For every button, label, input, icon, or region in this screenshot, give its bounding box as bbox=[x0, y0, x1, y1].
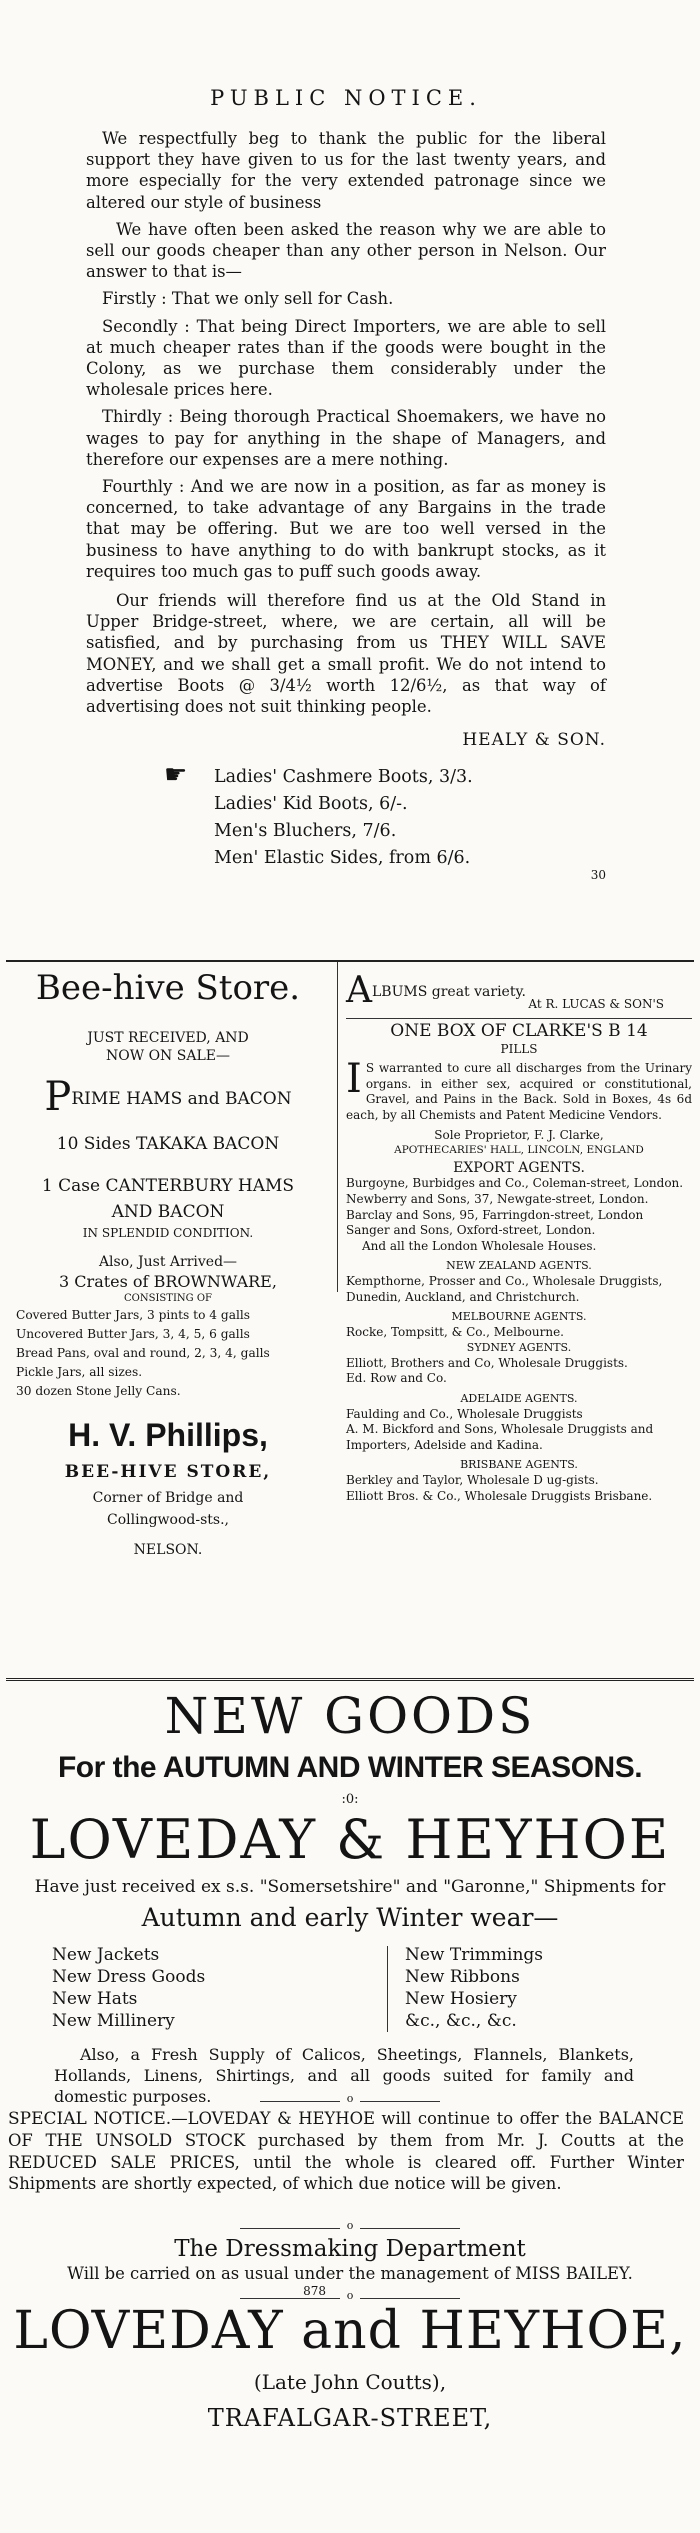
beehive-condition: IN SPLENDID CONDITION. bbox=[82, 1226, 254, 1240]
notice-ref: 30 bbox=[590, 868, 606, 882]
notice-signature: HEALY & SON. bbox=[462, 730, 606, 750]
beehive-canterbury: AND BACON bbox=[111, 1202, 225, 1222]
clarke-hall: APOTHECARIES' HALL, LINCOLN, ENGLAND bbox=[394, 1144, 644, 1157]
special-text: —LOVEDAY & HEYHOE will continue to offer the BALANCE OF THE UNSOLD STOCK purchased by them from Mr. J. Coutts at the REDUCED SALE PRICES, until the whole is cleared off. Further Winter Shipments are shortly expected, of which due notice will be given. bbox=[8, 2109, 685, 2194]
notice-reason: Thirdly : Being thorough Practical Shoemakers, we have no wages to pay for anything in the shape of Managers, and therefore our expenses are a mere nothing. bbox=[86, 407, 606, 469]
loveday-footer bbox=[6, 2300, 694, 2432]
price-item: Men's Bluchers, 7/6. bbox=[214, 821, 397, 841]
column-divider bbox=[337, 962, 338, 1292]
small-ornament: o bbox=[340, 2092, 360, 2105]
albums-vendor: At R. LUCAS & SON'S bbox=[528, 997, 664, 1011]
agent-entry: Newberry and Sons, 37, Newgate-street, London. bbox=[346, 1191, 649, 1206]
agent-entry: Sanger and Sons, Oxford-street, London. bbox=[346, 1223, 596, 1238]
agent-entry: Berkley and Taylor, Wholesale D ug-gists. bbox=[346, 1473, 599, 1488]
albums-ad bbox=[346, 970, 692, 1011]
list-item: &c., &c., &c. bbox=[405, 2011, 517, 2031]
list-item: New Hats bbox=[52, 1989, 138, 2009]
notice-title: PUBLIC NOTICE. bbox=[210, 86, 482, 110]
notice-paragraph: We have often been asked the reason why we are able to sell our goods cheaper than any other person in Nelson. Our answer to that is— bbox=[86, 219, 606, 282]
public-notice bbox=[86, 0, 606, 920]
beehive-owner: H. V. Phillips, bbox=[68, 1417, 268, 1453]
notice-reason: Secondly : That being Direct Importers, we are able to sell at much cheaper rates than if the goods were bought in the Colony, as we purchase them considerably under the wholesale prices here. bbox=[86, 316, 606, 400]
pointing-hand-icon: ☛ bbox=[164, 760, 188, 790]
loveday-received: Have just received ex s.s. "Somersetshire" and "Garonne," Shipments for bbox=[34, 1877, 666, 1897]
agent-entry: Elliott Bros. & Co., Wholesale Druggists Brisbane. bbox=[346, 1488, 653, 1503]
new-items-left bbox=[52, 1944, 205, 2032]
list-item: New Jackets bbox=[52, 1945, 160, 1965]
list-item: New Ribbons bbox=[405, 1967, 520, 1987]
list-item: 30 dozen Stone Jelly Cans. bbox=[16, 1384, 181, 1398]
agent-entry: Ed. Row and Co. bbox=[346, 1371, 447, 1386]
notice-paragraph: Our friends will therefore find us at the Old Stand in Upper Bridge-street, where, we are certain, all will be satisfied, and by purchasing from us THEY WILL SAVE MONEY, and we shall get a small profit. We do not intend to advertise Boots @ 3/4½ worth 12/6½, as that way of advertising does not suit thinking people. bbox=[86, 591, 606, 717]
list-item: New Hosiery bbox=[405, 1989, 517, 2009]
list-item: New Dress Goods bbox=[52, 1967, 206, 1987]
section-heading: ADELAIDE AGENTS. bbox=[460, 1392, 578, 1406]
beehive-town: NELSON. bbox=[133, 1542, 203, 1558]
footer-late: (Late John Coutts), bbox=[253, 2370, 447, 2394]
small-ornament: o bbox=[340, 2289, 360, 2302]
section-heading: NEW ZEALAND AGENTS. bbox=[446, 1259, 592, 1273]
clarke-title: ONE BOX OF CLARKE'S B 14 bbox=[390, 1021, 648, 1041]
divider bbox=[6, 960, 694, 962]
section-heading: EXPORT AGENTS. bbox=[453, 1159, 585, 1176]
beehive-on-sale: NOW ON SALE— bbox=[106, 1048, 230, 1064]
beehive-ref: 878 bbox=[303, 2284, 326, 2298]
beehive-address: Collingwood-sts., bbox=[107, 1512, 229, 1528]
drop-cap: P bbox=[44, 1074, 72, 1120]
agent-entry: A. M. Bickford and Sons, Wholesale Druggists and Importers, Adelside and Kadina. bbox=[346, 1422, 654, 1452]
beehive-crates: 3 Crates of BROWNWARE, bbox=[59, 1272, 277, 1291]
clarke-proprietor: Sole Proprietor, F. J. Clarke, bbox=[434, 1127, 604, 1142]
section-heading: MELBOURNE AGENTS. bbox=[451, 1310, 587, 1324]
beehive-received: JUST RECEIVED, AND bbox=[87, 1030, 249, 1046]
loveday-divider: :0: bbox=[341, 1792, 359, 1807]
drop-cap: I bbox=[346, 1056, 362, 1103]
list-item: Bread Pans, oval and round, 2, 3, 4, galls bbox=[16, 1346, 270, 1360]
beehive-also: Also, Just Arrived— bbox=[98, 1254, 238, 1270]
notice-reason: Firstly : That we only sell for Cash. bbox=[102, 289, 394, 309]
dressmaking-text: Will be carried on as usual under the management of MISS BAILEY. bbox=[67, 2264, 633, 2283]
clarke-body: I S warranted to cure all discharges from the Urinary organs. in either sex, acquired or constitutional, Gravel, and Pains in the Back. Sold in Boxes, 4s 6d each, by all Chemists and Patent Medicine Vendors. bbox=[346, 1056, 692, 1122]
agent-entry: Barclay and Sons, 95, Farringdon-street, London bbox=[346, 1207, 644, 1222]
beehive-consisting: CONSISTING OF bbox=[124, 1293, 212, 1304]
clarke-subtitle: PILLS bbox=[500, 1041, 538, 1056]
loveday-also: Also, a Fresh Supply of Calicos, Sheetings, Flannels, Blankets, Hollands, Linens, Shirtings, and all goods suited for family and domestic purposes. bbox=[54, 2045, 634, 2106]
loveday-name: LOVEDAY & HEYHOE bbox=[29, 1808, 671, 1871]
footer-name: LOVEDAY and HEYHOE, bbox=[13, 2301, 687, 2361]
loveday-headline: NEW GOODS bbox=[164, 1687, 536, 1745]
footer-street: TRAFALGAR-STREET, bbox=[207, 2404, 493, 2432]
column-divider bbox=[387, 1946, 388, 2032]
loveday-ad bbox=[6, 1688, 694, 1932]
drop-cap: A bbox=[346, 970, 372, 1011]
new-items-right bbox=[405, 1944, 543, 2032]
beehive-title: Bee-hive Store. bbox=[35, 968, 301, 1008]
beehive-items bbox=[8, 1306, 328, 1401]
list-item: Uncovered Butter Jars, 3, 4, 5, 6 galls bbox=[16, 1327, 250, 1341]
beehive-store-name: BEE-HIVE STORE, bbox=[64, 1462, 272, 1482]
notice-paragraph: We respectfully beg to thank the public for the liberal support they have given to us for the last twenty years, and more especially for the very extended patronage since we altered our style of business bbox=[86, 129, 606, 212]
dressmaking bbox=[6, 2236, 694, 2283]
divider bbox=[6, 1678, 694, 1681]
list-item: Pickle Jars, all sizes. bbox=[16, 1365, 143, 1379]
price-list bbox=[214, 764, 473, 872]
agent-entry: Kempthorne, Prosser and Co., Wholesale Druggists, Dunedin, Auckland, and Christchurch. bbox=[346, 1273, 663, 1304]
beehive-canterbury: 1 Case CANTERBURY HAMS bbox=[41, 1176, 295, 1196]
list-item: New Trimmings bbox=[405, 1945, 544, 1965]
section-heading: SYDNEY AGENTS. bbox=[466, 1341, 572, 1355]
agent-entry: Burgoyne, Burbidges and Co., Coleman-street, London. bbox=[346, 1176, 684, 1191]
section-heading: BRISBANE AGENTS. bbox=[460, 1458, 578, 1472]
price-item: Ladies' Kid Boots, 6/-. bbox=[214, 794, 408, 814]
agent-entry: Rocke, Tompsitt, & Co., Melbourne. bbox=[346, 1324, 564, 1339]
clarke-ad bbox=[346, 1021, 692, 1504]
price-item: Men' Elastic Sides, from 6/6. bbox=[214, 848, 471, 868]
loveday-season: Autumn and early Winter wear— bbox=[141, 1903, 559, 1932]
special-notice bbox=[8, 2108, 684, 2195]
agent-entry: And all the London Wholesale Houses. bbox=[362, 1238, 597, 1253]
price-item: Ladies' Cashmere Boots, 3/3. bbox=[214, 767, 473, 787]
list-item: Covered Butter Jars, 3 pints to 4 galls bbox=[16, 1308, 251, 1322]
agent-entry: Elliott, Brothers and Co, Wholesale Druggists. bbox=[346, 1355, 628, 1370]
beehive-hams: PRIME HAMS and BACON bbox=[44, 1074, 292, 1120]
agent-entry: Faulding and Co., Wholesale Druggists bbox=[346, 1406, 583, 1421]
divider bbox=[346, 1018, 692, 1019]
notice-reason: Fourthly : And we are now in a position, as far as money is concerned, to take advantage of any Bargains in the trade that may be offering. But we are too well versed in the business to have anything to do with bankrupt stocks, as it requires too much gas to puff such goods away. bbox=[86, 477, 606, 581]
albums-line: ALBUMS great variety. bbox=[346, 970, 526, 1011]
dressmaking-title: The Dressmaking Department bbox=[174, 2236, 526, 2262]
small-ornament: o bbox=[340, 2219, 360, 2232]
loveday-subheadline: For the AUTUMN AND WINTER SEASONS. bbox=[57, 1751, 643, 1784]
special-label: SPECIAL NOTICE. bbox=[8, 2109, 172, 2129]
beehive-address: Corner of Bridge and bbox=[92, 1490, 244, 1506]
notice-body bbox=[86, 128, 606, 717]
beehive-takaka: 10 Sides TAKAKA BACON bbox=[56, 1134, 280, 1154]
list-item: New Millinery bbox=[52, 2011, 175, 2031]
